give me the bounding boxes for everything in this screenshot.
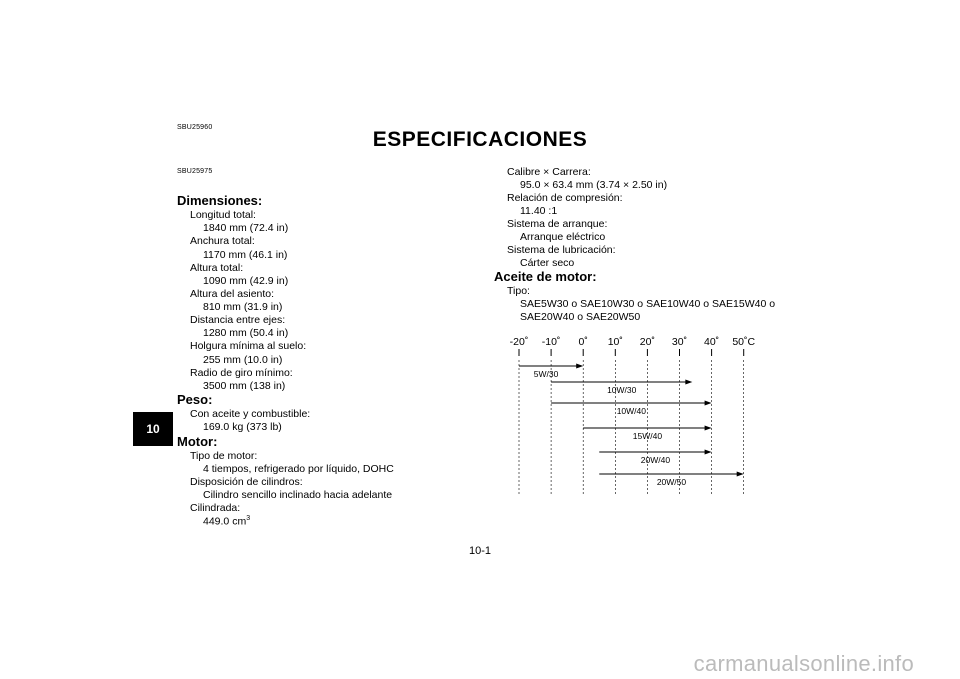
doc-code: SBU25975: [177, 168, 213, 175]
oil-grade-label: 20W/40: [640, 455, 671, 465]
temperature-tick-label: 0˚: [578, 336, 588, 348]
spec-value: 1280 mm (50.4 in): [203, 327, 289, 339]
spec-label: Sistema de lubricación:: [507, 244, 616, 256]
spec-label: Anchura total:: [190, 235, 255, 247]
spec-label: Cilindrada:: [190, 502, 241, 514]
spec-label: Calibre × Carrera:: [507, 166, 591, 178]
superscript: 3: [246, 515, 251, 522]
oil-grade-label: 5W/30: [533, 369, 559, 379]
engine-heading: Motor:: [177, 434, 218, 449]
oil-grade-label: 10W/30: [607, 385, 637, 395]
page-number: 10-1: [468, 545, 492, 557]
temperature-tick-label: 20˚: [639, 336, 655, 348]
spec-value: Cárter seco: [520, 257, 575, 269]
arrow-head-icon: [576, 364, 583, 369]
spec-label: Con aceite y combustible:: [190, 408, 311, 420]
spec-label: Altura del asiento:: [190, 288, 275, 300]
spec-label: Altura total:: [190, 262, 244, 274]
temperature-tick-label: 10˚: [607, 336, 623, 348]
spec-label: Sistema de arranque:: [507, 218, 608, 230]
spec-label: Relación de compresión:: [507, 192, 623, 204]
oil-heading: Aceite de motor:: [494, 269, 597, 284]
watermark: carmanualsonline.info: [693, 651, 914, 676]
spec-value: 1170 mm (46.1 in): [203, 249, 288, 261]
temperature-tick-label: 50˚C: [732, 336, 756, 348]
spec-label: Distancia entre ejes:: [190, 314, 286, 326]
weight-heading: Peso:: [177, 392, 213, 407]
section-tab: 10: [133, 412, 173, 446]
spec-label: Holgura mínima al suelo:: [190, 340, 307, 352]
spec-value: SAE5W30 o SAE10W30 o SAE10W40 o SAE15W40 o: [520, 298, 776, 310]
spec-value: 1090 mm (42.9 in): [203, 275, 289, 287]
spec-label: Tipo de motor:: [190, 450, 258, 462]
temperature-tick-label: 40˚: [704, 336, 720, 348]
spec-value: 4 tiempos, refrigerado por líquido, DOHC: [203, 463, 394, 475]
spec-value: SAE20W40 o SAE20W50: [520, 311, 641, 323]
temperature-tick-label: 30˚: [671, 336, 688, 348]
arrow-head-icon: [705, 401, 712, 406]
spec-value: 1840 mm (72.4 in): [203, 222, 289, 234]
temperature-tick-label: -20˚: [509, 336, 529, 348]
spec-value: 3500 mm (138 in): [203, 380, 286, 392]
temperature-tick-label: -10˚: [541, 336, 561, 348]
spec-value: 95.0 × 63.4 mm (3.74 × 2.50 in): [520, 179, 668, 191]
arrow-head-icon: [685, 380, 692, 385]
doc-code: SBU25960: [177, 124, 213, 131]
spec-label: Tipo:: [507, 285, 530, 297]
spec-value: Cilindro sencillo inclinado hacia adelante: [203, 489, 393, 501]
oil-grade-label: 15W/40: [632, 431, 663, 441]
arrow-head-icon: [705, 426, 712, 431]
page-title: ESPECIFICACIONES: [372, 128, 588, 151]
spec-label: Disposición de cilindros:: [190, 476, 303, 488]
arrow-head-icon: [737, 472, 744, 477]
oil-grade-label: 20W/50: [656, 477, 687, 487]
displacement-value: 449.0 cm: [203, 515, 247, 528]
spec-value: Arranque eléctrico: [520, 231, 606, 243]
spec-value: 169.0 kg (373 lb): [203, 421, 282, 433]
spec-label: Longitud total:: [190, 209, 256, 221]
arrow-head-icon: [705, 450, 712, 455]
oil-grade-label: 10W/40: [616, 406, 646, 416]
dimensions-heading: Dimensiones:: [177, 193, 263, 208]
spec-value: 810 mm (31.9 in): [203, 301, 283, 313]
spec-value: 11.40 :1: [520, 205, 558, 217]
spec-value: 255 mm (10.0 in): [203, 354, 283, 366]
spec-label: Radio de giro mínimo:: [190, 367, 293, 379]
